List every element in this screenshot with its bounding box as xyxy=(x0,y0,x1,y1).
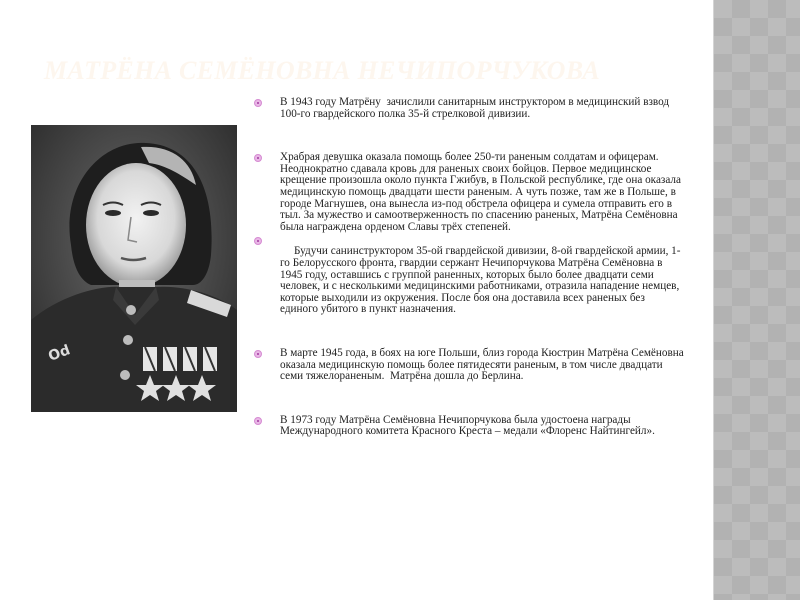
decorative-side-panel xyxy=(713,0,800,600)
list-item xyxy=(254,152,684,233)
svg-text:Od: Od xyxy=(46,342,73,365)
portrait-image xyxy=(31,125,237,412)
list-item-text: В 1973 году Матрёна Семёновна Нечипорчукова была удостоена награды Международного комитета Красного Креста – медали «Флоренс Найтингейл». xyxy=(280,413,655,438)
content-list xyxy=(254,96,687,438)
list-item xyxy=(254,235,684,316)
list-item-text: В марте 1945 года, в боях на юге Польши, близ города Кюстрин Матрёна Семёновна оказала медицинскую помощь более пятидесяти раненым, в том числе двадцати семи тяжелораненым. Матрёна дошла до Берлина. xyxy=(280,346,687,383)
portrait-photo xyxy=(31,125,237,412)
bullet-icon xyxy=(254,350,262,358)
list-item xyxy=(254,415,684,438)
list-item xyxy=(254,346,687,383)
list-item xyxy=(254,97,684,120)
bullet-icon xyxy=(254,154,262,162)
list-item-text: Будучи санинструктором 35-ой гвардейской дивизии, 8-ой гвардейской армии, 1-го Белорусского фронта, гвардии сержант Нечипорчукова Матрёна Семёновна в 1945 году, оставшись с группой раненных, которых было более двадцати семи человек, и с несколькими медицинскими работниками, отразила нападение немцев, которые выходили из окружения. После боя она доставила всех раненых без единого убитого в пункт назначения. xyxy=(280,245,683,316)
slide-title: МАТРЁНА СЕМЁНОВНА НЕЧИПОРЧУКОВА xyxy=(44,56,601,85)
bullet-icon xyxy=(254,237,262,245)
list-item-text: Храбрая девушка оказала помощь более 250-ти раненым солдатам и офицерам. Неоднократно сдавала кровь для раненых своих бойцов. Первое медицинское крещение произошла около пункта Гжибув, в Польской республике, где она оказала медицинскую помощь двадцати шести раненым. А чуть позже, там же в Польше, в городе Магнушев, она вынесла из-под обстрела офицера и сумела отправить его в тыл. За мужество и самоотверженность по спасению раненых, Матрёна Семёновна была награждена орденом Славы трёх степеней. xyxy=(280,151,684,233)
bullet-icon xyxy=(254,99,262,107)
bullet-icon xyxy=(254,417,262,425)
list-item-text: В 1943 году Матрёну зачислили санитарным инструктором в медицинский взвод 100-го гвардейского полка 35-й стрелковой дивизии. xyxy=(280,96,675,120)
